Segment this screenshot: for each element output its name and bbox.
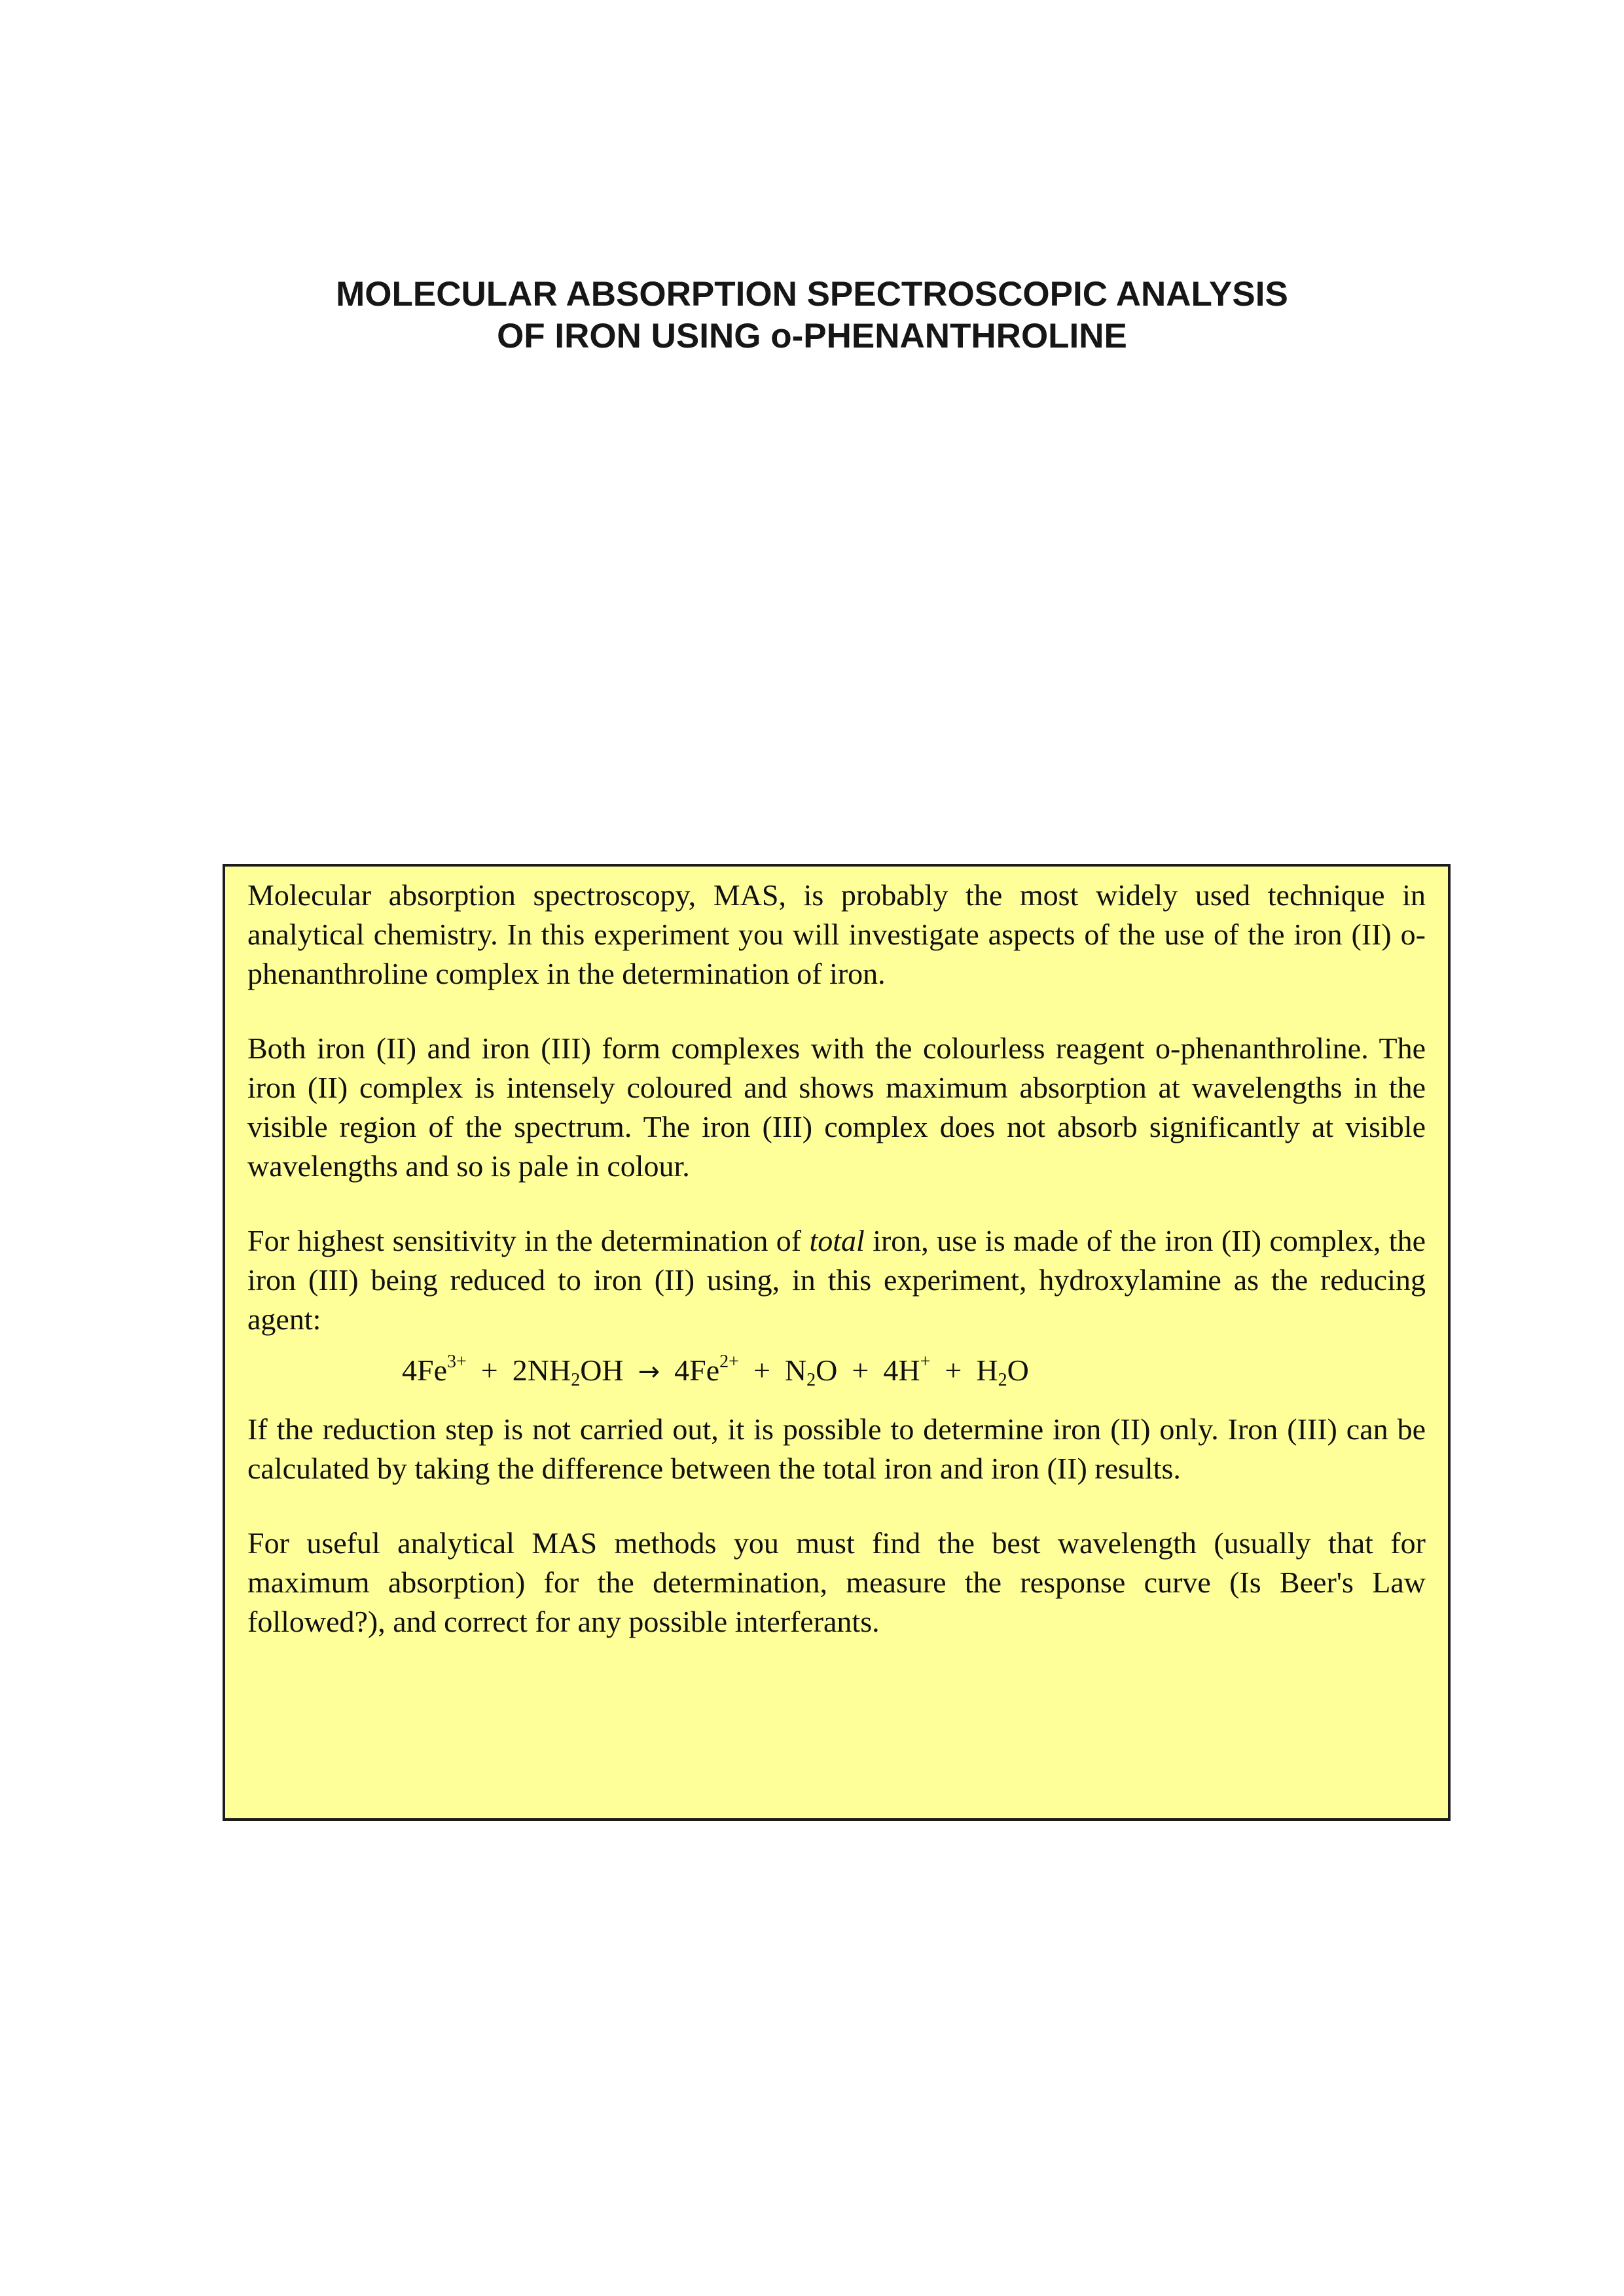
eq-term-n2o: $N_2O$ <box>784 1354 838 1390</box>
eq-term-fe2: $4Fe^{2+}$ <box>674 1352 739 1387</box>
eq-term-h: 4H+ <box>883 1352 931 1387</box>
emphasis-total: total <box>809 1224 865 1257</box>
introduction-box <box>223 864 1451 1821</box>
paragraph-intro: Molecular absorption spectroscopy, MAS, is probably the most widely used technique in analytical chemistry. In this experiment you will investigate aspects of the use of the iron (II) o-phenanthroline complex in the determination of iron. <box>247 878 1426 990</box>
eq-plus: + <box>945 1354 962 1387</box>
reduction-equation <box>402 1351 1426 1391</box>
title-line-1: MOLECULAR ABSORPTION SPECTROSCOPIC ANALYSIS <box>336 275 1288 314</box>
eq-term-water: $H_2O$ <box>976 1354 1029 1390</box>
eq-arrow: → <box>638 1357 660 1387</box>
eq-plus: + <box>852 1354 869 1387</box>
paragraph-reduction-step: If the reduction step is not carried out, it is possible to determine iron (II) only. Iron (III) can be calculated by taking the difference between the total iron and iron (II) results. <box>247 1412 1426 1485</box>
paragraph-sensitivity-after: iron, use is made of the iron (II) complex, the iron (III) being reduced to iron (II) using, in this experiment, hydroxylamine as the reducing agent: <box>247 1224 1426 1336</box>
paragraph-sensitivity-before: For highest sensitivity in the determination of <box>247 1224 810 1257</box>
paragraph-sensitivity <box>247 1221 1426 1339</box>
paragraph-methods: For useful analytical MAS methods you must find the best wavelength (usually that for maximum absorption) for the determination, measure the response curve (Is Beer's Law followed?), and correct for any possible interferants. <box>247 1526 1426 1638</box>
eq-plus: + <box>753 1354 770 1387</box>
paragraph-complexes: Both iron (II) and iron (III) form complexes with the colourless reagent o-phenanthroline. The iron (II) complex is intensely coloured and shows maximum absorption at wavelengths in the visible region of the spectrum. The iron (III) complex does not absorb significantly at visible wavelengths and so is pale in colour. <box>247 1031 1426 1183</box>
eq-plus: + <box>480 1354 498 1387</box>
eq-term-hydroxylamine: $2NH_2OH$ <box>512 1354 624 1390</box>
title-line-2: OF IRON USING o-PHENANTHROLINE <box>497 317 1127 355</box>
page-title <box>0 274 1624 357</box>
eq-term-fe3: $4Fe^{3+}$ <box>402 1352 467 1387</box>
